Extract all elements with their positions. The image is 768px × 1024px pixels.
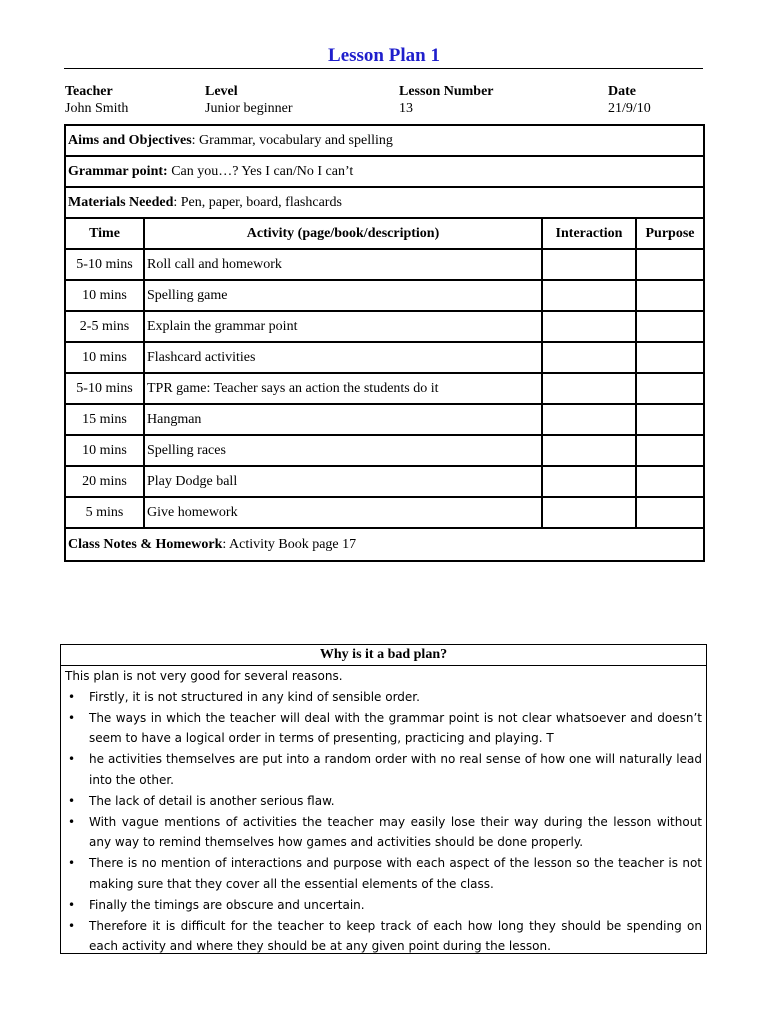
purpose-cell: [636, 466, 704, 497]
table-row: [65, 342, 704, 373]
table-row: [65, 404, 704, 435]
activity-cell: Roll call and homework: [144, 249, 542, 280]
list-item: • Therefore it is difficult for the teacher to keep track of each how long they should be spending on each activity and where they should be at any given point during the lesson.: [65, 916, 702, 958]
interaction-cell: [542, 311, 636, 342]
header-purpose: Purpose: [636, 218, 704, 249]
header-activity: Activity (page/book/description): [144, 218, 542, 249]
interaction-cell: [542, 497, 636, 528]
materials-cell: [65, 187, 704, 218]
list-item: • he activities themselves are put into a random order with no real sense of how one will naturally lead into the other.: [65, 749, 702, 791]
interaction-cell: [542, 404, 636, 435]
aims-value: : Grammar, vocabulary and spelling: [191, 132, 393, 148]
lesson-number-field: [399, 83, 494, 117]
date-field: [608, 83, 651, 117]
purpose-cell: [636, 373, 704, 404]
activity-cell: Explain the grammar point: [144, 311, 542, 342]
purpose-cell: [636, 280, 704, 311]
materials-row: [65, 187, 704, 218]
interaction-cell: [542, 280, 636, 311]
grammar-label: Grammar point:: [68, 163, 168, 179]
activity-cell: Give homework: [144, 497, 542, 528]
interaction-cell: [542, 373, 636, 404]
table-header-row: [65, 218, 704, 249]
table-row: [65, 497, 704, 528]
list-item: • Finally the timings are obscure and uncertain.: [65, 895, 702, 916]
table-row: [65, 249, 704, 280]
interaction-cell: [542, 342, 636, 373]
time-cell: 15 mins: [65, 404, 144, 435]
purpose-cell: [636, 249, 704, 280]
aims-row: [65, 125, 704, 156]
activity-cell: Play Dodge ball: [144, 466, 542, 497]
time-cell: 5 mins: [65, 497, 144, 528]
notes-row: [65, 528, 704, 561]
header-time: Time: [65, 218, 144, 249]
table-row: [65, 373, 704, 404]
activity-cell: TPR game: Teacher says an action the students do it: [144, 373, 542, 404]
critique-body: [61, 666, 706, 957]
teacher-value: John Smith: [65, 101, 129, 116]
lesson-number-label: Lesson Number: [399, 84, 494, 99]
list-item: • Firstly, it is not structured in any kind of sensible order.: [65, 687, 702, 708]
grammar-value: Can you…? Yes I can/No I can’t: [167, 163, 354, 179]
notes-label: Class Notes & Homework: [68, 536, 223, 552]
time-cell: 20 mins: [65, 466, 144, 497]
level-field: [205, 83, 292, 117]
list-item: • There is no mention of interactions and purpose with each aspect of the lesson so the teacher is not making sure that they cover all the essential elements of the class.: [65, 853, 702, 895]
time-cell: 10 mins: [65, 342, 144, 373]
activity-cell: Flashcard activities: [144, 342, 542, 373]
activity-cell: Hangman: [144, 404, 542, 435]
purpose-cell: [636, 342, 704, 373]
critique-box: [60, 644, 707, 954]
table-row: [65, 280, 704, 311]
level-label: Level: [205, 84, 238, 99]
materials-value: : Pen, paper, board, flashcards: [173, 194, 342, 210]
grammar-cell: [65, 156, 704, 187]
table-row: [65, 311, 704, 342]
lesson-number-value: 13: [399, 101, 413, 116]
list-item: • The lack of detail is another serious flaw.: [65, 791, 702, 812]
title-divider: [64, 68, 703, 69]
table-row: [65, 466, 704, 497]
activity-cell: Spelling races: [144, 435, 542, 466]
notes-cell: [65, 528, 704, 561]
level-value: Junior beginner: [205, 101, 293, 116]
teacher-label: Teacher: [65, 84, 113, 99]
time-cell: 10 mins: [65, 280, 144, 311]
critique-title: Why is it a bad plan?: [61, 645, 706, 666]
list-item: • The ways in which the teacher will deal with the grammar point is not clear whatsoever and doesn’t seem to have a logical order in terms of presenting, practicing and playing. T: [65, 708, 702, 750]
aims-cell: [65, 125, 704, 156]
interaction-cell: [542, 466, 636, 497]
purpose-cell: [636, 435, 704, 466]
purpose-cell: [636, 497, 704, 528]
page-title: Lesson Plan 1: [328, 45, 440, 66]
time-cell: 5-10 mins: [65, 373, 144, 404]
date-label: Date: [608, 84, 636, 99]
time-cell: 10 mins: [65, 435, 144, 466]
purpose-cell: [636, 404, 704, 435]
date-value: 21/9/10: [608, 101, 651, 116]
table-row: [65, 435, 704, 466]
header-interaction: Interaction: [542, 218, 636, 249]
time-cell: 5-10 mins: [65, 249, 144, 280]
teacher-field: [65, 83, 128, 117]
lesson-plan-table: [64, 124, 705, 562]
interaction-cell: [542, 249, 636, 280]
notes-value: : Activity Book page 17: [222, 536, 357, 552]
purpose-cell: [636, 311, 704, 342]
critique-intro: This plan is not very good for several reasons.: [65, 669, 343, 683]
list-item: • With vague mentions of activities the teacher may easily lose their way during the lesson without any way to remind themselves how games and activities should be done properly.: [65, 812, 702, 854]
aims-label: Aims and Objectives: [68, 132, 192, 148]
interaction-cell: [542, 435, 636, 466]
critique-list: [65, 687, 702, 957]
time-cell: 2-5 mins: [65, 311, 144, 342]
grammar-row: [65, 156, 704, 187]
activity-cell: Spelling game: [144, 280, 542, 311]
materials-label: Materials Needed: [68, 194, 174, 210]
